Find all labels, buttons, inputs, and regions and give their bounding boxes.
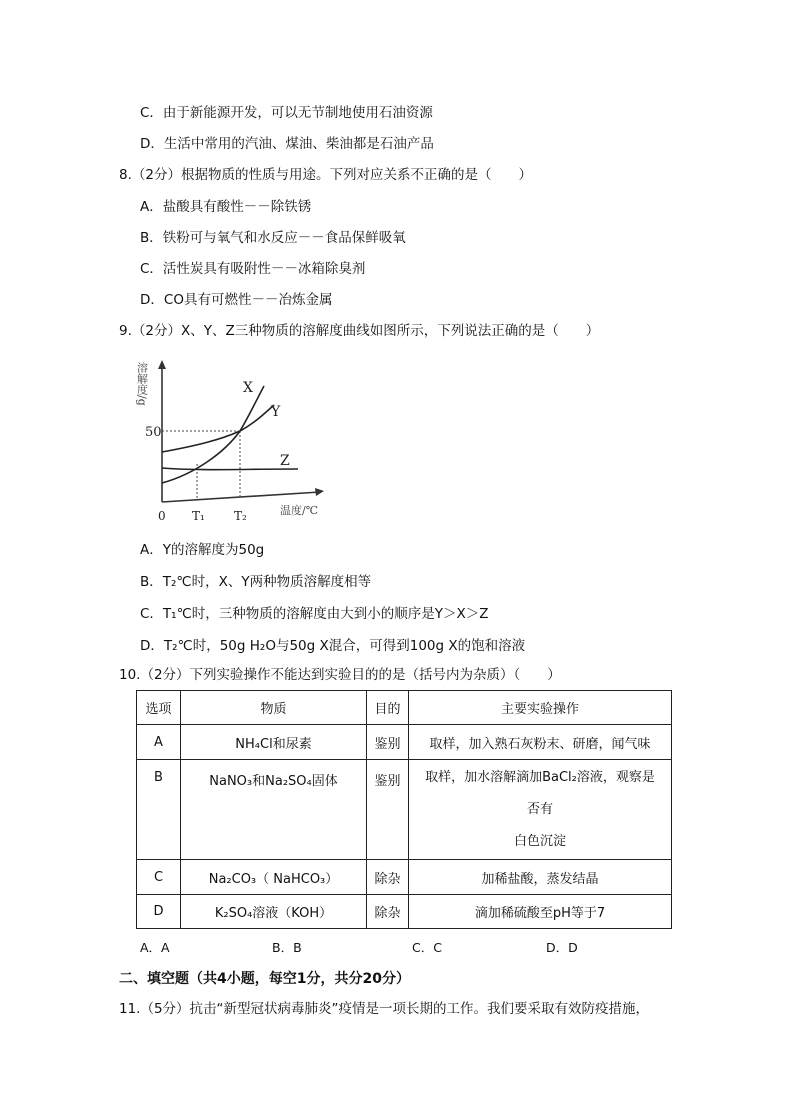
row-c-substance: Na₂CO₃（ NaHCO₃） <box>181 860 367 895</box>
row-d-substance: K₂SO₄溶液（KOH） <box>181 895 367 929</box>
row-b-purpose: 鉴别 <box>367 760 409 860</box>
x-axis <box>162 492 320 502</box>
q8-option-a: A．盐酸具有酸性－－除铁锈 <box>140 199 312 215</box>
header-purpose: 目的 <box>367 691 409 725</box>
table-header-row <box>137 691 672 725</box>
row-c-option: C <box>137 860 181 895</box>
q10-answer-d: D．D <box>546 940 578 955</box>
y-axis-label: 溶解度/g <box>135 362 149 406</box>
q8-option-b: B．铁粉可与氧气和水反应－－食品保鲜吸氧 <box>140 230 406 246</box>
row-c-operation: 加稀盐酸，蒸发结晶 <box>409 860 672 895</box>
table-row <box>137 895 672 929</box>
row-a-purpose: 鉴别 <box>367 725 409 760</box>
row-d-purpose: 除杂 <box>367 895 409 929</box>
label-x: X <box>243 380 253 396</box>
y-axis-arrow <box>158 360 166 369</box>
q11-stem: 11.（5分）抗击“新型冠状病毒肺炎”疫情是一项长期的工作。我们要采取有效防疫措施， <box>119 1001 650 1017</box>
q10-answer-b: B．B <box>272 940 302 955</box>
row-b-option: B <box>137 760 181 860</box>
q9-option-b: B．T₂℃时，X、Y两种物质溶解度相等 <box>140 574 372 590</box>
row-a-option: A <box>137 725 181 760</box>
x-axis-arrow <box>315 488 324 496</box>
label-z: Z <box>280 453 290 469</box>
row-b-operation-line: 白色沉淀 <box>513 834 566 849</box>
q10-table <box>136 690 672 929</box>
header-substance: 物质 <box>181 691 367 725</box>
table-row <box>137 760 672 860</box>
label-y: Y <box>271 404 281 420</box>
x-tick-t1: T₁ <box>192 509 205 523</box>
q9-option-c: C．T₁℃时，三种物质的溶解度由大到小的顺序是Y＞X＞Z <box>140 606 489 622</box>
q7-option-d: D．生活中常用的汽油、煤油、柴油都是石油产品 <box>140 136 434 152</box>
q8-option-d: D．CO具有可燃性－－冶炼金属 <box>140 292 333 308</box>
row-b-substance: NaNO₃和Na₂SO₄固体 <box>181 760 367 860</box>
q8-stem: 8.（2分）根据物质的性质与用途。下列对应关系不正确的是（ ） <box>119 167 532 183</box>
table-row <box>137 860 672 895</box>
curve-y <box>162 405 274 452</box>
q9-option-a: A．Y的溶解度为50g <box>140 542 265 558</box>
header-operation: 主要实验操作 <box>409 691 672 725</box>
x-tick-t2: T₂ <box>234 509 247 523</box>
row-b-operation <box>409 760 672 860</box>
row-c-purpose: 除杂 <box>367 860 409 895</box>
q7-option-c: C．由于新能源开发，可以无节制地使用石油资源 <box>140 105 433 121</box>
q8-option-c: C．活性炭具有吸附性－－冰箱除臭剂 <box>140 261 366 277</box>
header-option: 选项 <box>137 691 181 725</box>
row-d-option: D <box>137 895 181 929</box>
row-b-operation-line: 否有 <box>526 802 553 817</box>
q10-stem: 10.（2分）下列实验操作不能达到实验目的的是（括号内为杂质）（ ） <box>119 667 561 683</box>
row-b-operation-line: 取样，加水溶解滴加BaCl₂溶液，观察是 <box>425 770 655 785</box>
table-row <box>137 725 672 760</box>
q10-answer-a: A．A <box>140 940 170 955</box>
row-a-operation: 取样，加入熟石灰粉末、研磨，闻气味 <box>409 725 672 760</box>
solubility-chart <box>135 352 340 528</box>
y-tick-50: 50 <box>145 425 162 440</box>
x-tick-0: 0 <box>158 509 166 523</box>
section-title: 二、填空题（共4小题，每空1分，共分20分） <box>119 971 410 987</box>
x-axis-label: 温度/℃ <box>280 504 319 517</box>
row-a-substance: NH₄Cl和尿素 <box>181 725 367 760</box>
q9-option-d: D．T₂℃时，50g H₂O与50g X混合，可得到100g X的饱和溶液 <box>140 638 526 654</box>
curve-z <box>162 468 298 470</box>
q9-stem: 9.（2分）X、Y、Z三种物质的溶解度曲线如图所示，下列说法正确的是（ ） <box>119 323 600 339</box>
q10-answer-c: C．C <box>412 940 442 955</box>
row-d-operation: 滴加稀硫酸至pH等于7 <box>409 895 672 929</box>
